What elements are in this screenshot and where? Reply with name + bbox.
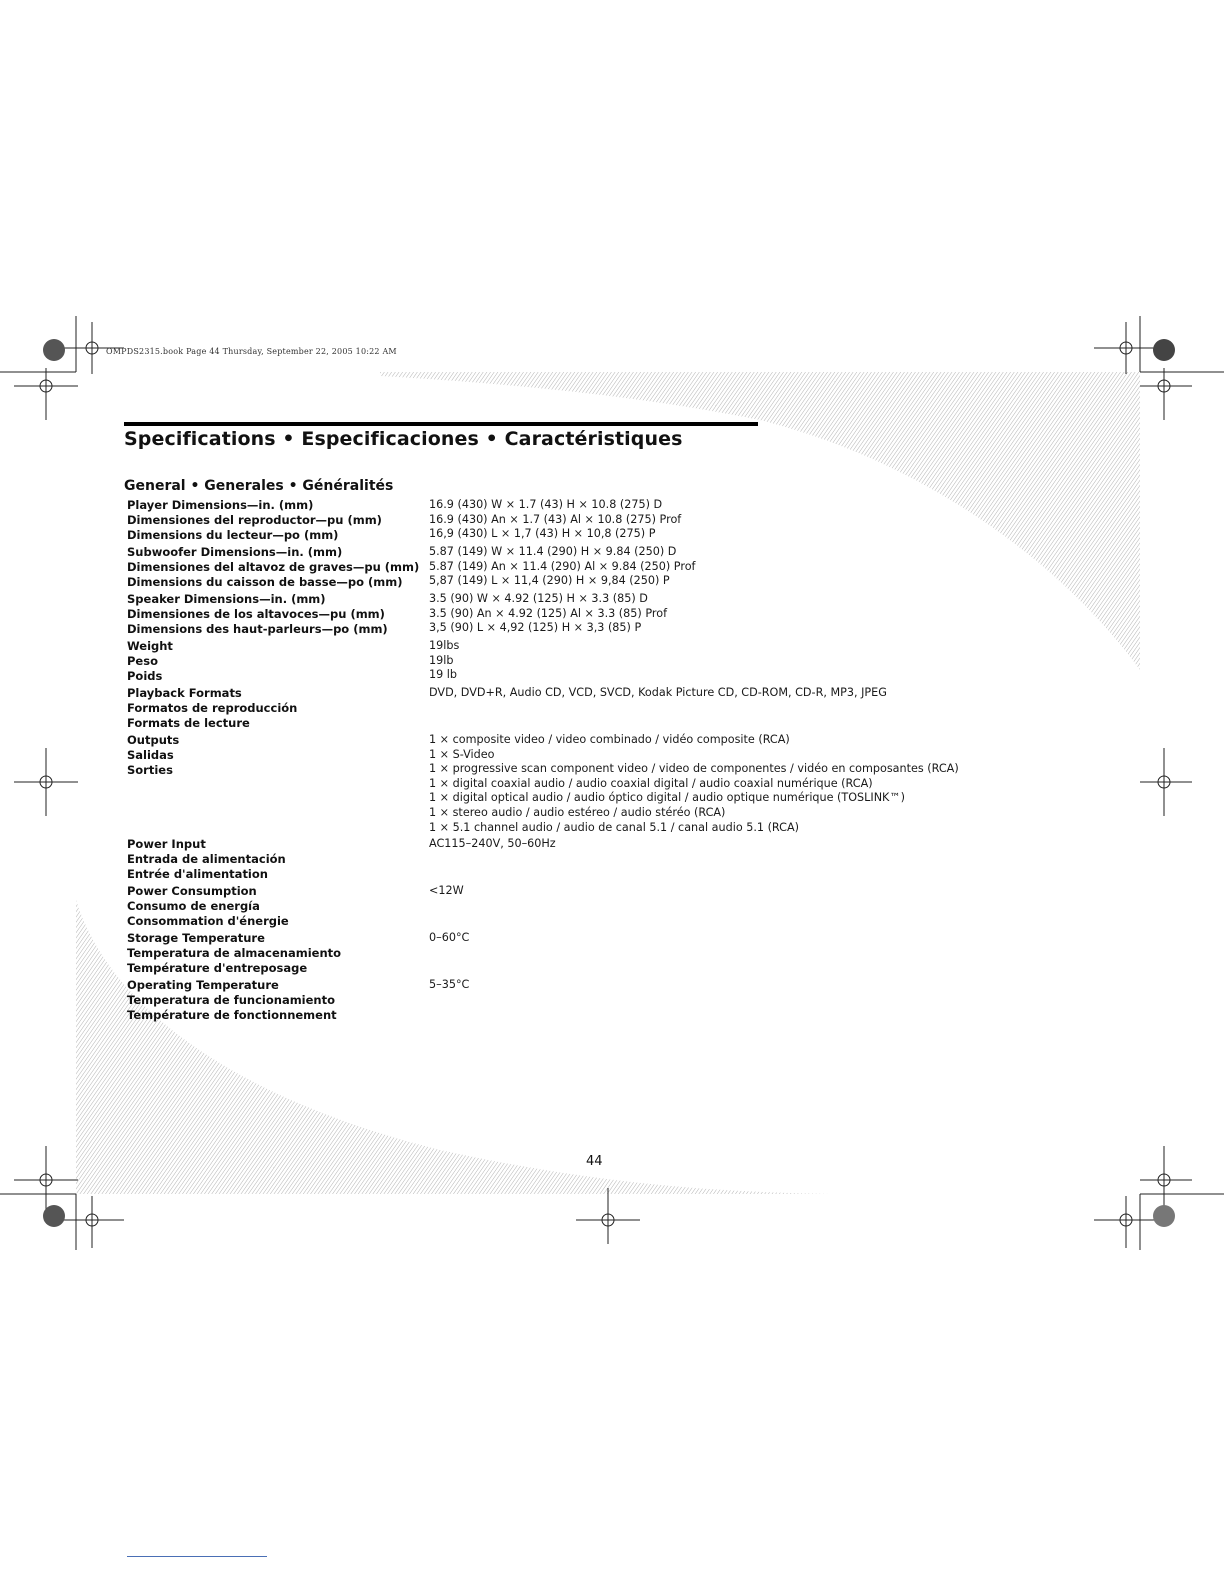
spec-table bbox=[127, 498, 1007, 1025]
spec-value: 1 × digital optical audio / audio óptico digital / audio optique numérique (TOSLINK™) bbox=[429, 791, 905, 805]
spec-value: 16,9 (430) L × 1,7 (43) H × 10,8 (275) P bbox=[429, 527, 656, 541]
spec-labels bbox=[127, 978, 429, 1023]
spec-value: 1 × composite video / video combinado / vidéo composite (RCA) bbox=[429, 733, 790, 746]
spec-value: 16.9 (430) An × 1.7 (43) Al × 10.8 (275) Prof bbox=[429, 512, 682, 526]
spec-label: Weight bbox=[127, 639, 173, 653]
spec-values bbox=[429, 498, 1007, 543]
registration-dot-bottom-right bbox=[1153, 1205, 1175, 1227]
spec-value: DVD, DVD+R, Audio CD, VCD, SVCD, Kodak Picture CD, CD-ROM, CD-R, MP3, JPEG bbox=[429, 686, 887, 699]
spec-label: Temperatura de funcionamiento bbox=[127, 993, 336, 1008]
spec-label: Dimensiones de los altavoces—pu (mm) bbox=[127, 607, 385, 621]
spec-value: 3,5 (90) L × 4,92 (125) H × 3,3 (85) P bbox=[429, 621, 642, 635]
spec-label: Power Input bbox=[127, 837, 206, 852]
spec-label: Storage Temperature bbox=[127, 931, 265, 946]
spec-values bbox=[429, 545, 1007, 590]
spec-value: 19lbs bbox=[429, 639, 460, 652]
spec-labels bbox=[127, 639, 429, 684]
spec-labels bbox=[127, 837, 429, 882]
spec-label: Dimensions du caisson de basse—po (mm) bbox=[127, 575, 403, 589]
spec-value: 1 × 5.1 channel audio / audio de canal 5.1 / canal audio 5.1 (RCA) bbox=[429, 820, 799, 834]
spec-values bbox=[429, 837, 1007, 882]
page-title: Specifications • Especificaciones • Caractéristiques bbox=[124, 428, 683, 450]
spec-values bbox=[429, 931, 1007, 976]
spec-label: Sorties bbox=[127, 763, 173, 777]
spec-value: <12W bbox=[429, 884, 464, 898]
spec-value: 3.5 (90) W × 4.92 (125) H × 3.3 (85) D bbox=[429, 592, 648, 605]
spec-values bbox=[429, 686, 1007, 731]
spec-value: 3.5 (90) An × 4.92 (125) Al × 3.3 (85) Prof bbox=[429, 606, 668, 620]
spec-label: Dimensiones del altavoz de graves—pu (mm) bbox=[127, 560, 420, 574]
spec-group bbox=[127, 733, 1007, 835]
spec-label: Subwoofer Dimensions—in. (mm) bbox=[127, 545, 343, 559]
spec-labels bbox=[127, 931, 429, 976]
spec-label: Operating Temperature bbox=[127, 978, 279, 993]
spec-label: Température d'entreposage bbox=[127, 961, 308, 976]
title-rule bbox=[124, 422, 758, 426]
spec-label: Temperatura de almacenamiento bbox=[127, 946, 342, 961]
spec-value: 5–35°C bbox=[429, 978, 470, 992]
spec-values bbox=[429, 884, 1007, 929]
spec-label: Dimensiones del reproductor—pu (mm) bbox=[127, 513, 382, 527]
spec-label: Consumo de energía bbox=[127, 899, 260, 914]
spec-label: Formats de lecture bbox=[127, 716, 250, 730]
spec-value: 16.9 (430) W × 1.7 (43) H × 10.8 (275) D bbox=[429, 498, 663, 511]
spec-group bbox=[127, 639, 1007, 684]
spec-label: Entrada de alimentación bbox=[127, 852, 286, 867]
spec-group bbox=[127, 884, 1007, 929]
registration-dot-bottom-left bbox=[43, 1205, 65, 1227]
spec-values bbox=[429, 733, 1007, 835]
spec-group bbox=[127, 686, 1007, 731]
spec-label: Formatos de reproducción bbox=[127, 701, 298, 715]
spec-label: Entrée d'alimentation bbox=[127, 867, 268, 882]
spec-value: 19 lb bbox=[429, 668, 458, 682]
spec-label: Playback Formats bbox=[127, 686, 242, 700]
spec-label: Consommation d'énergie bbox=[127, 914, 289, 929]
spec-value: 5.87 (149) W × 11.4 (290) H × 9.84 (250) D bbox=[429, 545, 677, 558]
spec-labels bbox=[127, 498, 429, 543]
spec-labels bbox=[127, 592, 429, 637]
spec-group bbox=[127, 837, 1007, 882]
spec-labels bbox=[127, 545, 429, 590]
spec-value: 5.87 (149) An × 11.4 (290) Al × 9.84 (250) Prof bbox=[429, 559, 696, 573]
spec-value: 1 × progressive scan component video / video de componentes / vidéo en composantes (RCA) bbox=[429, 762, 959, 776]
spec-labels bbox=[127, 686, 429, 731]
spec-label: Power Consumption bbox=[127, 884, 257, 899]
registration-dot-top-left bbox=[43, 339, 65, 361]
spec-label: Dimensions des haut-parleurs—po (mm) bbox=[127, 622, 388, 636]
spec-label: Température de fonctionnement bbox=[127, 1008, 337, 1023]
spec-group bbox=[127, 931, 1007, 976]
spec-label: Poids bbox=[127, 669, 163, 683]
spec-group bbox=[127, 592, 1007, 637]
print-slug: OMPDS2315.book Page 44 Thursday, September 22, 2005 10:22 AM bbox=[106, 347, 397, 356]
spec-label: Dimensions du lecteur—po (mm) bbox=[127, 528, 339, 542]
registration-dot-top-right bbox=[1153, 339, 1175, 361]
spec-group bbox=[127, 545, 1007, 590]
spec-labels bbox=[127, 884, 429, 929]
spec-group bbox=[127, 978, 1007, 1023]
section-title: General • Generales • Généralités bbox=[124, 478, 394, 494]
spec-value: 19lb bbox=[429, 653, 454, 667]
page-number: 44 bbox=[586, 1154, 603, 1169]
footer-link-underline bbox=[127, 1556, 267, 1557]
spec-value: 5,87 (149) L × 11,4 (290) H × 9,84 (250) P bbox=[429, 574, 670, 588]
spec-value: 0–60°C bbox=[429, 931, 470, 945]
spec-group bbox=[127, 498, 1007, 543]
spec-labels bbox=[127, 733, 429, 835]
spec-label: Player Dimensions—in. (mm) bbox=[127, 498, 314, 512]
spec-value: AC115–240V, 50–60Hz bbox=[429, 837, 556, 851]
spec-label: Salidas bbox=[127, 748, 174, 762]
spec-value: 1 × S-Video bbox=[429, 747, 495, 761]
spec-label: Outputs bbox=[127, 733, 180, 747]
spec-label: Peso bbox=[127, 654, 158, 668]
spec-values bbox=[429, 978, 1007, 1023]
spec-values bbox=[429, 639, 1007, 684]
spec-values bbox=[429, 592, 1007, 637]
spec-value: 1 × stereo audio / audio estéreo / audio stéréo (RCA) bbox=[429, 805, 726, 819]
spec-value: 1 × digital coaxial audio / audio coaxial digital / audio coaxial numérique (RCA) bbox=[429, 776, 873, 790]
spec-label: Speaker Dimensions—in. (mm) bbox=[127, 592, 326, 606]
